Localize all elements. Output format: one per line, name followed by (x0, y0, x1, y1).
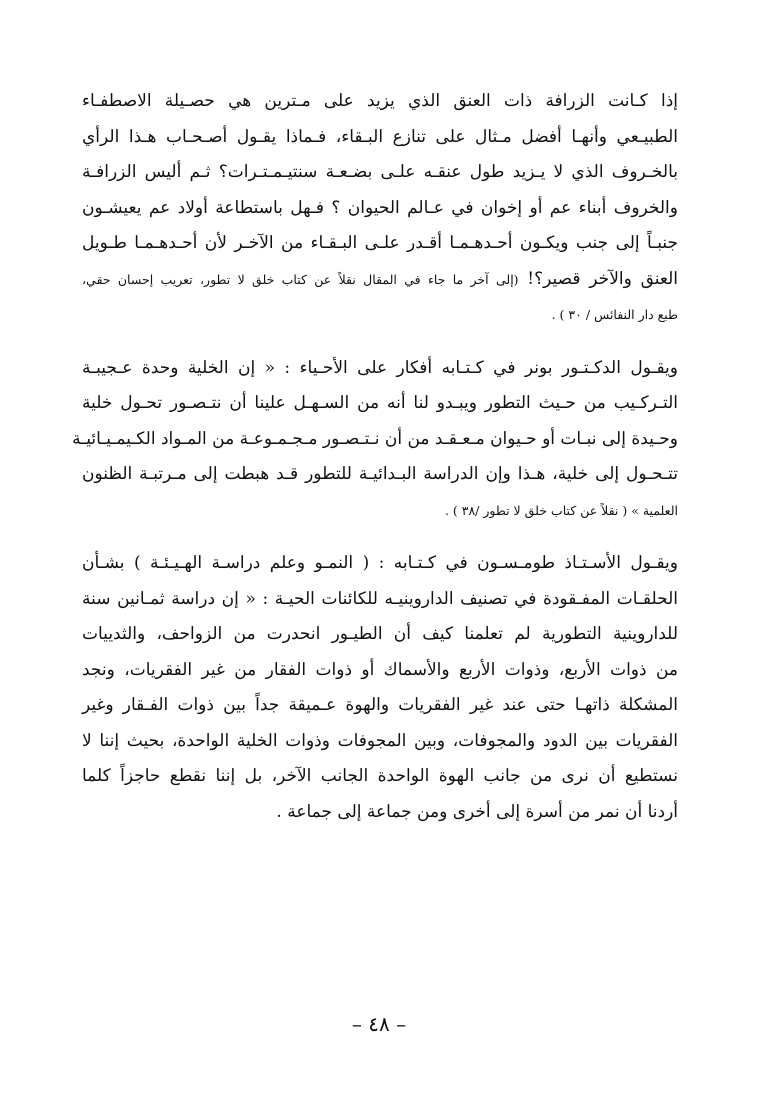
text-line: من ذوات الأربع، وذوات الأربع والأسماك أو ذوات الفقار من غير الفقريات، ونجد (82, 659, 678, 680)
citation-line: طبع دار النفائس / ٣٠ ) . (551, 307, 678, 322)
text-line: الحلقـات المفـقودة في تصنيف الداروينيـه للكائنات الحيـة : « إن دراسة ثمـانين سنة (82, 588, 678, 609)
text-line: وحـيدة إلى نبـات أو حـيوان مـعـقـد من أن نـتـصـور مـجـمـوعـة من المـواد الكـيمـيـائيـة (72, 428, 678, 449)
text-line: ويقـول الأسـتـاذ طومـسـون في كـتـابه : ( النمـو وعلم دراسـة الهـيـئـة ) بشـأن (82, 553, 678, 573)
page-number: – ٤٨ – (351, 1012, 407, 1036)
text-line: والخروف أبناء عم أو إخوان في عـالم الحيوان ؟ فـهل باستطاعة أولاد عم يعيشـون (82, 197, 678, 218)
text-line: أردنا أن نمر من أسرة إلى أخرى ومن جماعة إلى جماعة . (276, 801, 678, 822)
text-line: الفقريات بين الدود والمجوفات، وبين المجوفات وذوات الخلية الواحدة، بحيث إننا لا (82, 730, 678, 751)
text-line: جنبـاً إلى جنب ويكـون أحـدهـمـا أقـدر علـى البـقـاء من الآخـر لأن أحـدهـمـا طـويل (82, 233, 678, 253)
text-line: بالخـروف الذي لا يـزيد طول عنقـه علـى بضـعـة سنتيـمـتـرات؟ ثـم أليس الزرافـة (82, 162, 678, 182)
text-line: المشكلة ذاتهـا حتى عند غير الفقريات والهوة عـميقة جداً بين ذوات الفـقار وغير (82, 695, 678, 715)
citation-line: العلمية » ( نقلاً عن كتاب خلق لا تطور /٣٨ ) . (444, 502, 678, 518)
text-line: ويقـول الدكـتـور بونر في كـتـابه أفكار على الأحـياء : « إن الخلية وحدة عـجيبـة (82, 357, 678, 378)
text-line: التـركـيب من حـيث التطور ويبـدو لنا أنه من السـهـل علينا أن نتـصـور تحـول خلية (82, 393, 678, 413)
paragraph-3 (82, 546, 678, 830)
text-run: العنق والآخر قصير؟! (518, 268, 678, 289)
paragraph-2 (72, 351, 678, 529)
text-line: تتـحـول إلى خلية، هـذا وإن الدراسة البـدائيـة للتطور قـد هبطت إلى مـرتبـة الظنون (82, 464, 678, 484)
text-line: نستطيع أن نرى من جانب الهوة الواحدة الجانب الآخر، بل إننا نقطع حاجزاً كلما (82, 766, 678, 786)
citation-run: (إلى آخر ما جاء في المقال نقلاً عن كتاب خلق لا تطور، تعريب إحسان حقي، (82, 271, 519, 287)
text-line: للداروينية التطورية لم تعلمنا كيف أن الطيـور انحدرت من الزواحف، والثدييات (82, 624, 678, 644)
text-line: الطبيـعي وأنهـا أفضل مـثال على تنازع البـقاء، فـماذا يقـول أصـحـاب هـذا الرأي (82, 126, 678, 147)
paragraph-1 (82, 84, 678, 333)
text-line: إذا كـانت الزرافة ذات العنق الذي يزيد على مـترين هي حصـيلة الاصطفـاء (82, 91, 678, 111)
page-body (72, 84, 678, 848)
text-line (82, 262, 678, 298)
